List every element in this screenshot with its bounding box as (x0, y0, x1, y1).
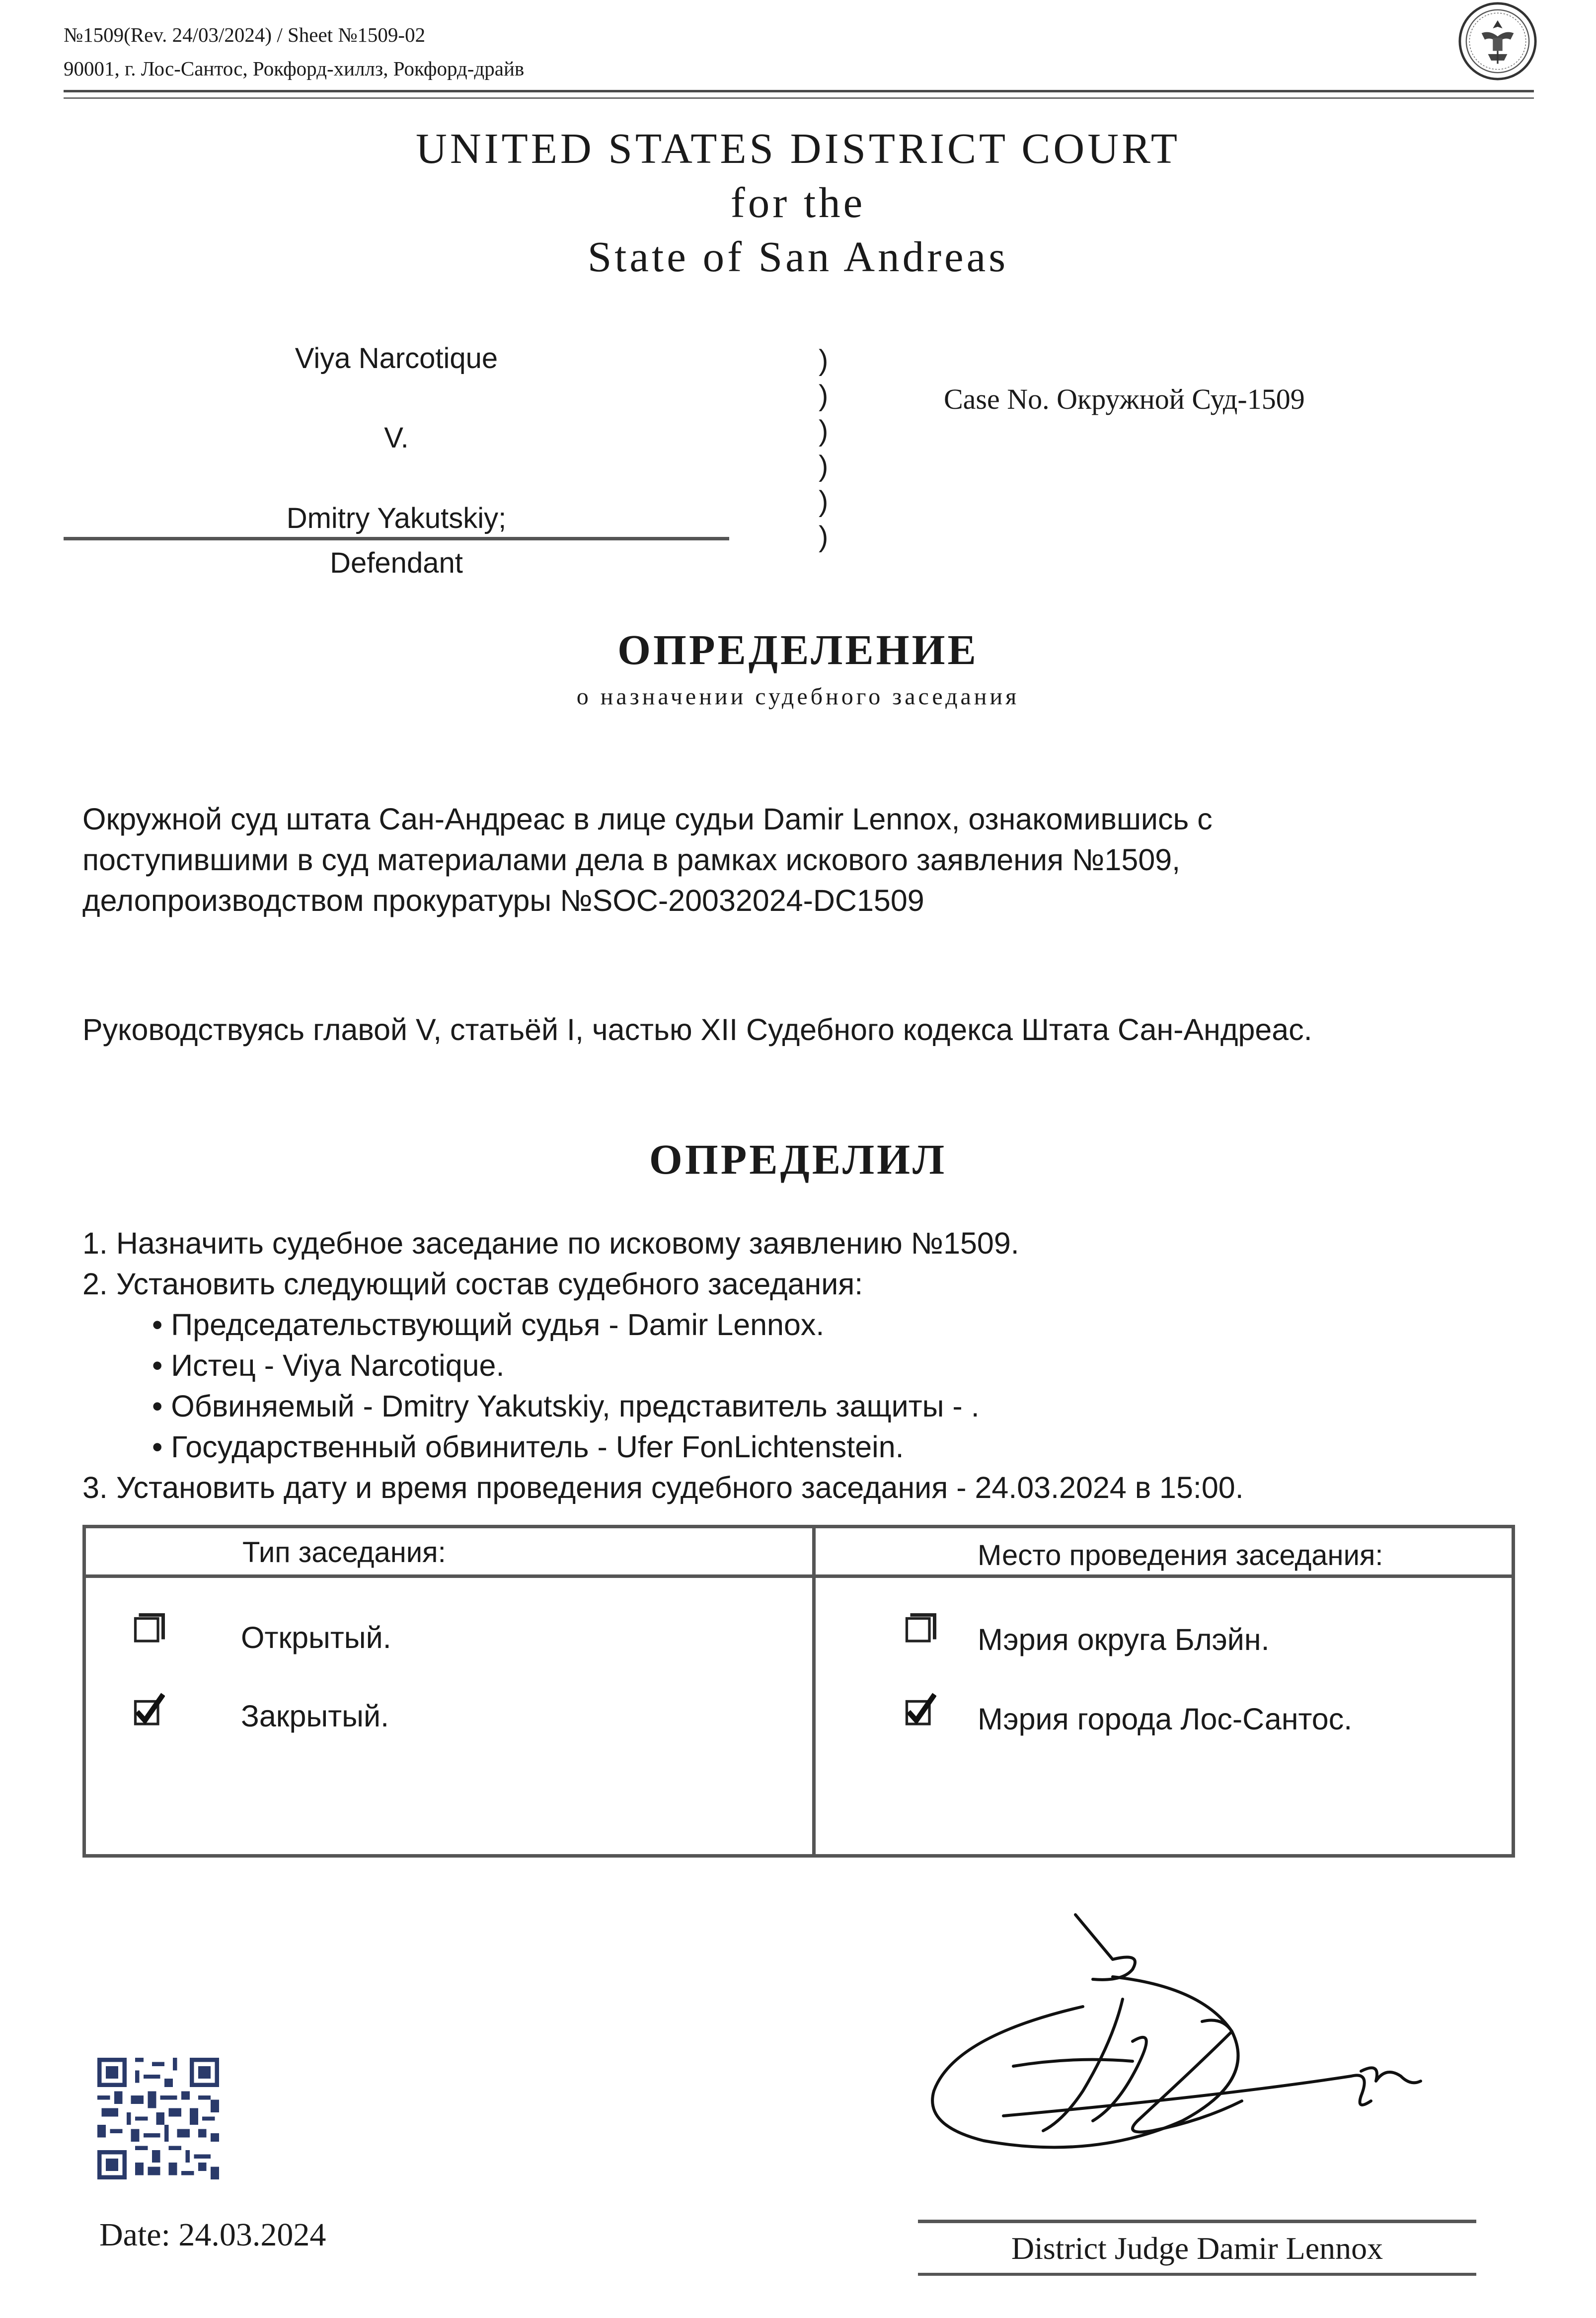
court-state: State of San Andreas (587, 232, 1009, 281)
sheet-number: №1509(Rev. 24/03/2024) / Sheet №1509-02 (64, 23, 426, 46)
checkbox-empty-icon[interactable] (902, 1613, 936, 1648)
document-subtitle: о назначении судебного заседания (576, 683, 1020, 710)
court-for-the: for the (730, 178, 866, 226)
decision-item-2: 2. Установить следующий состав судебного заседания: (82, 1267, 863, 1301)
decision-item-1: 1. Назначить судебное заседание по исковому заявлению №1509. (82, 1226, 1019, 1260)
signature-line-bottom (918, 2273, 1476, 2276)
intro-line: поступившими в суд материалами дела в рамках искового заявления №1509, (82, 843, 1181, 877)
header-divider-thin (64, 97, 1534, 99)
case-number: Case No. Окружной Суд-1509 (944, 383, 1305, 415)
court-seal-icon (1457, 1, 1538, 81)
paren: ) (819, 521, 829, 553)
caption-bracket (819, 343, 828, 554)
defendant-name: Dmitry Yakutskiy; (286, 502, 507, 534)
judge-signature (924, 1912, 1470, 2180)
hearing-type-open: Открытый. (241, 1621, 391, 1654)
composition-bullet: • Обвиняемый - Dmitry Yakutskiy, представитель защиты - . (152, 1389, 980, 1423)
intro-line: Окружной суд штата Сан-Андреас в лице судьи Damir Lennox, ознакомившись с (82, 802, 1213, 836)
checkbox-checked-icon[interactable] (130, 1693, 165, 1727)
paren: ) (819, 344, 829, 376)
place-blaine-county: Мэрия округа Блэйн. (978, 1623, 1270, 1656)
hearing-type-header: Тип заседания: (242, 1536, 446, 1569)
versus: V. (384, 422, 409, 454)
court-address: 90001, г. Лос-Сантос, Рокфорд-хиллз, Рокфорд-драйв (64, 57, 525, 80)
paren: ) (819, 485, 829, 518)
paren: ) (819, 379, 829, 412)
paren: ) (819, 450, 829, 482)
intro-line: делопроизводством прокуратуры №SOC-20032024-DC1509 (82, 884, 924, 917)
hearing-type-closed: Закрытый. (241, 1699, 389, 1733)
place-los-santos: Мэрия города Лос-Сантос. (978, 1702, 1353, 1736)
decision-heading: ОПРЕДЕЛИЛ (649, 1135, 947, 1183)
checkbox-checked-icon[interactable] (902, 1693, 936, 1727)
defendant-role: Defendant (330, 547, 463, 579)
table-header-divider (82, 1574, 1515, 1578)
hearing-place-header: Место проведения заседания: (978, 1539, 1383, 1571)
legal-basis: Руководствуясь главой V, статьёй I, частью XII Судебного кодекса Штата Сан-Андреас. (82, 1013, 1312, 1047)
paren: ) (819, 415, 829, 447)
judge-name: District Judge Damir Lennox (1011, 2231, 1383, 2266)
document-title: ОПРЕДЕЛЕНИЕ (617, 626, 979, 673)
caption-rule (64, 537, 729, 540)
qr-code-icon (97, 2058, 219, 2179)
decision-date: Date: 24.03.2024 (99, 2217, 326, 2253)
composition-bullet: • Истец - Viya Narcotique. (152, 1348, 505, 1382)
signature-line (918, 2220, 1476, 2223)
intro-paragraph (82, 799, 1213, 921)
court-name: UNITED STATES DISTRICT COURT (416, 124, 1180, 172)
plaintiff-name: Viya Narcotique (295, 342, 498, 374)
composition-bullet: • Председательствующий судья - Damir Lennox. (152, 1308, 825, 1342)
decision-item-3: 3. Установить дату и время проведения судебного заседания - 24.03.2024 в 15:00. (82, 1471, 1244, 1504)
composition-bullet: • Государственный обвинитель - Ufer FonLichtenstein. (152, 1430, 904, 1464)
checkbox-empty-icon[interactable] (130, 1613, 165, 1648)
header-divider (64, 90, 1534, 92)
